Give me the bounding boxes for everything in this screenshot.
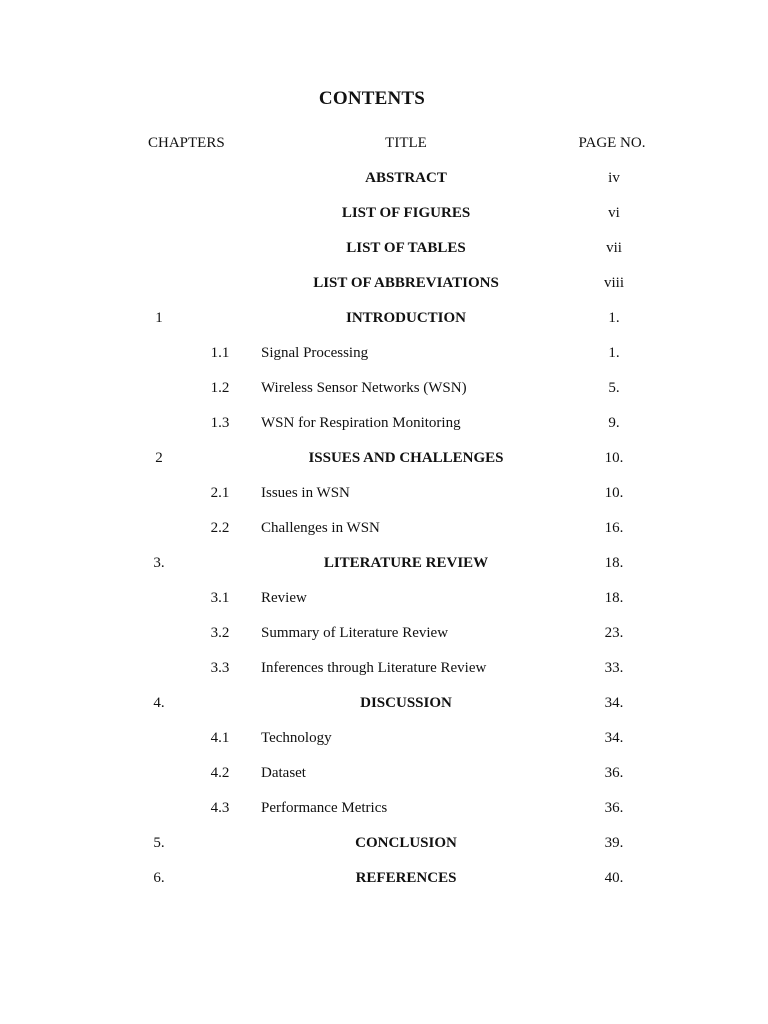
page-number: 34.: [604, 730, 624, 746]
section-number: 4.2: [210, 765, 230, 781]
section-number: 4.3: [210, 800, 230, 816]
section-title: Signal Processing: [261, 345, 369, 361]
header-title: TITLE: [385, 135, 427, 151]
chapter-number: 6.: [153, 870, 165, 886]
section-number: 1.3: [210, 415, 230, 431]
section-title: Technology: [261, 730, 332, 746]
page-number: 1.: [608, 345, 620, 361]
table-row: [0, 482, 768, 504]
page-number: iv: [608, 170, 620, 186]
page-number: 36.: [604, 765, 624, 781]
table-row: [0, 377, 768, 399]
section-number: 4.1: [210, 730, 230, 746]
page-number: vii: [606, 240, 622, 256]
section-number: 3.3: [210, 660, 230, 676]
table-row: [0, 692, 768, 714]
chapter-title: LITERATURE REVIEW: [323, 555, 489, 571]
chapter-title: LIST OF ABBREVIATIONS: [313, 275, 499, 291]
page-number: 23.: [604, 625, 624, 641]
page-number: 18.: [604, 590, 624, 606]
page-number: 1.: [608, 310, 620, 326]
page-number: 36.: [604, 800, 624, 816]
table-header: [0, 132, 768, 154]
table-row: [0, 657, 768, 679]
table-row: [0, 202, 768, 224]
section-title: Dataset: [261, 765, 306, 781]
page-number: vi: [608, 205, 620, 221]
table-row: [0, 552, 768, 574]
page-number: viii: [603, 275, 624, 291]
page-number: 10.: [604, 485, 624, 501]
table-row: [0, 447, 768, 469]
section-title: Wireless Sensor Networks (WSN): [261, 380, 467, 396]
chapter-number: 2: [155, 450, 163, 466]
page-number: 5.: [608, 380, 620, 396]
page-number: 33.: [604, 660, 624, 676]
section-number: 3.2: [210, 625, 230, 641]
chapter-number: 3.: [153, 555, 165, 571]
table-row: [0, 272, 768, 294]
chapter-title: CONCLUSION: [355, 835, 457, 851]
table-row: [0, 412, 768, 434]
page-number: 34.: [604, 695, 624, 711]
section-title: Summary of Literature Review: [261, 625, 449, 641]
table-row: [0, 307, 768, 329]
section-title: Challenges in WSN: [261, 520, 380, 536]
chapter-title: LIST OF FIGURES: [341, 205, 471, 221]
chapter-number: 1: [155, 310, 163, 326]
table-row: [0, 517, 768, 539]
table-row: [0, 832, 768, 854]
section-title: WSN for Respiration Monitoring: [261, 415, 461, 431]
page-number: 40.: [604, 870, 624, 886]
chapter-title: LIST OF TABLES: [346, 240, 466, 256]
page-number: 18.: [604, 555, 624, 571]
section-number: 2.1: [210, 485, 230, 501]
chapter-title: ISSUES AND CHALLENGES: [308, 450, 504, 466]
table-row: [0, 237, 768, 259]
chapter-number: 4.: [153, 695, 165, 711]
page-title: CONTENTS: [318, 88, 426, 109]
table-row: [0, 167, 768, 189]
table-row: [0, 762, 768, 784]
section-number: 3.1: [210, 590, 230, 606]
page-number: 9.: [608, 415, 620, 431]
chapter-title: INTRODUCTION: [345, 310, 466, 326]
table-row: [0, 342, 768, 364]
chapter-number: 5.: [153, 835, 165, 851]
section-number: 1.2: [210, 380, 230, 396]
header-chapters: CHAPTERS: [148, 135, 225, 151]
chapter-title: REFERENCES: [355, 870, 457, 886]
section-number: 2.2: [210, 520, 230, 536]
page-number: 16.: [604, 520, 624, 536]
page-number: 10.: [604, 450, 624, 466]
section-title: Review: [261, 590, 307, 606]
table-row: [0, 797, 768, 819]
table-row: [0, 587, 768, 609]
section-title: Inferences through Literature Review: [261, 660, 487, 676]
chapter-title: ABSTRACT: [365, 170, 447, 186]
section-number: 1.1: [210, 345, 230, 361]
page-number: 39.: [604, 835, 624, 851]
table-row: [0, 622, 768, 644]
header-page: PAGE NO.: [578, 135, 646, 151]
section-title: Performance Metrics: [261, 800, 388, 816]
section-title: Issues in WSN: [261, 485, 350, 501]
chapter-title: DISCUSSION: [360, 695, 452, 711]
table-row: [0, 727, 768, 749]
table-row: [0, 867, 768, 889]
